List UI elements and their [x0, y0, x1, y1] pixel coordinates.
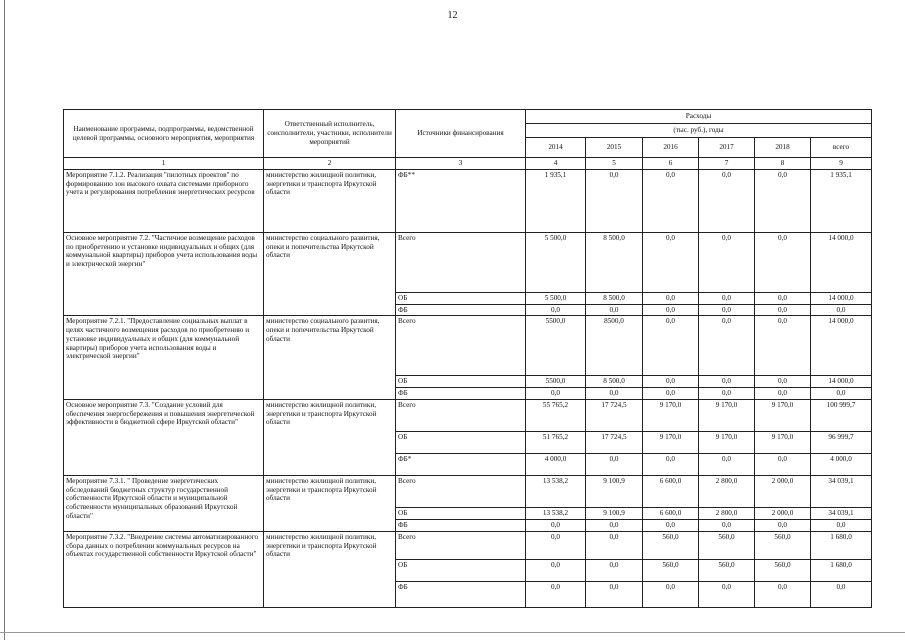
column-index: 9 — [811, 158, 872, 170]
year-value-cell: 0,0 — [699, 581, 755, 607]
year-value-cell: 5500,0 — [526, 316, 586, 376]
year-value-cell: 0,0 — [586, 559, 643, 581]
column-index: 6 — [643, 158, 699, 170]
year-value-cell: 0,0 — [755, 232, 811, 292]
year-value-cell: 0,0 — [699, 519, 755, 531]
measure-name-cell: Мероприятие 7.1.2. Реализация "пилотных проектов" по формированию зон высокого охвата системами приборного учета и регулирования потребления энергетических ресурсов — [64, 169, 264, 232]
year-value-cell: 0,0 — [755, 453, 811, 475]
header-unit-cell: (тыс. руб.), годы — [526, 124, 872, 138]
table-row — [64, 531, 872, 559]
funding-source-cell: ОБ — [396, 559, 526, 581]
year-value-cell: 0,0 — [643, 388, 699, 400]
total-value-cell: 100 999,7 — [811, 399, 872, 431]
left-scan-edge — [4, 0, 5, 640]
year-value-cell: 9 170,0 — [643, 431, 699, 453]
year-value-cell: 0,0 — [526, 581, 586, 607]
column-index: 3 — [396, 158, 526, 170]
year-value-cell: 0,0 — [586, 169, 643, 232]
year-value-cell: 0,0 — [586, 581, 643, 607]
funding-source-cell: ОБ — [396, 431, 526, 453]
year-value-cell: 2 000,0 — [755, 475, 811, 507]
year-value-cell: 0,0 — [699, 292, 755, 304]
year-value-cell: 0,0 — [526, 531, 586, 559]
funding-source-cell: Всего — [396, 232, 526, 292]
column-index: 5 — [586, 158, 643, 170]
year-value-cell: 51 765,2 — [526, 431, 586, 453]
year-value-cell: 560,0 — [699, 559, 755, 581]
measure-name-cell: Основное мероприятие 7.2. "Частичное возмещение расходов по приобретению и установке индивидуальных и общих (для коммунальной квартиры) приборов учета использования воды и электрической энергии" — [64, 232, 264, 316]
total-value-cell: 14 000,0 — [811, 232, 872, 292]
year-value-cell: 0,0 — [643, 376, 699, 388]
executor-cell: министерство жилищной политики, энергетики и транспорта Иркутской области — [264, 399, 396, 475]
year-value-cell: 9 170,0 — [699, 431, 755, 453]
year-value-cell: 5 500,0 — [526, 232, 586, 292]
year-value-cell: 6 600,0 — [643, 475, 699, 507]
column-index: 4 — [526, 158, 586, 170]
total-value-cell: 0,0 — [811, 581, 872, 607]
table-row — [64, 316, 872, 376]
funding-source-cell: ФБ — [396, 519, 526, 531]
executor-cell: министерство жилищной политики, энергетики и транспорта Иркутской области — [264, 531, 396, 607]
year-value-cell: 0,0 — [699, 453, 755, 475]
year-value-cell: 0,0 — [755, 376, 811, 388]
year-value-cell: 0,0 — [526, 519, 586, 531]
year-value-cell: 0,0 — [526, 559, 586, 581]
year-value-cell: 8 500,0 — [586, 376, 643, 388]
table-row — [64, 232, 872, 292]
bottom-scan-edge — [0, 632, 905, 633]
year-value-cell: 9 170,0 — [755, 399, 811, 431]
expenses-table — [63, 109, 872, 608]
year-value-cell: 17 724,5 — [586, 399, 643, 431]
year-value-cell: 0,0 — [699, 316, 755, 376]
total-value-cell: 1 935,1 — [811, 169, 872, 232]
executor-cell: министерство социального развития, опеки и попечительства Иркутской области — [264, 232, 396, 316]
year-value-cell: 0,0 — [643, 304, 699, 316]
year-value-cell: 0,0 — [526, 388, 586, 400]
total-value-cell: 34 039,1 — [811, 475, 872, 507]
total-value-cell: 0,0 — [811, 304, 872, 316]
column-index: 8 — [755, 158, 811, 170]
year-value-cell: 0,0 — [699, 169, 755, 232]
year-value-cell: 560,0 — [643, 559, 699, 581]
column-index: 2 — [264, 158, 396, 170]
year-value-cell: 0,0 — [526, 304, 586, 316]
year-value-cell: 0,0 — [699, 304, 755, 316]
year-value-cell: 0,0 — [699, 388, 755, 400]
total-value-cell: 0,0 — [811, 519, 872, 531]
year-value-cell: 0,0 — [755, 292, 811, 304]
header-year-cell: 2016 — [643, 138, 699, 158]
header-executor-cell: Ответственный исполнитель, соисполнители, участники, исполнители мероприятий — [264, 110, 396, 158]
year-value-cell: 0,0 — [643, 232, 699, 292]
funding-source-cell: ФБ** — [396, 169, 526, 232]
measure-name-cell: Мероприятие 7.3.1. " Проведение энергетических обследований бюджетных структур государственной собственности Иркутской области и муниципальной собственности муниципальных образований Иркутской области" — [64, 475, 264, 531]
table-row — [64, 475, 872, 507]
year-value-cell: 0,0 — [643, 453, 699, 475]
year-value-cell: 8500,0 — [586, 316, 643, 376]
total-value-cell: 1 680,0 — [811, 531, 872, 559]
total-value-cell: 96 999,7 — [811, 431, 872, 453]
header-year-cell: 2014 — [526, 138, 586, 158]
year-value-cell: 2 800,0 — [699, 475, 755, 507]
funding-source-cell: ФБ — [396, 581, 526, 607]
year-value-cell: 9 170,0 — [643, 399, 699, 431]
year-value-cell: 9 100,9 — [586, 475, 643, 507]
year-value-cell: 0,0 — [643, 292, 699, 304]
column-index: 7 — [699, 158, 755, 170]
funding-source-cell: Всего — [396, 399, 526, 431]
total-value-cell: 34 039,1 — [811, 507, 872, 519]
measure-name-cell: Мероприятие 7.2.1. "Предоставление социальных выплат в целях частичного возмещения расходов по приобретению и установке индивидуальных и общих (для коммунальной квартиры) приборов учета использования воды и электрической энергии" — [64, 316, 264, 400]
year-value-cell: 0,0 — [755, 316, 811, 376]
year-value-cell: 8 500,0 — [586, 292, 643, 304]
total-value-cell: 14 000,0 — [811, 376, 872, 388]
header-total-cell: всего — [811, 138, 872, 158]
funding-source-cell: ОБ — [396, 507, 526, 519]
funding-source-cell: ФБ — [396, 388, 526, 400]
year-value-cell: 0,0 — [586, 531, 643, 559]
total-value-cell: 0,0 — [811, 388, 872, 400]
year-value-cell: 0,0 — [755, 388, 811, 400]
measure-name-cell: Основное мероприятие 7.3. "Создание условий для обеспечения энергосбережения и повышения энергетической эффективности в бюджетной сфере Иркутской области" — [64, 399, 264, 475]
funding-source-cell: Всего — [396, 531, 526, 559]
table-header — [64, 110, 872, 170]
executor-cell: министерство социального развития, опеки и попечительства Иркутской области — [264, 316, 396, 400]
header-year-cell: 2018 — [755, 138, 811, 158]
executor-cell: министерство жилищной политики, энергетики и транспорта Иркутской области — [264, 475, 396, 531]
funding-source-cell: Всего — [396, 316, 526, 376]
year-value-cell: 5 500,0 — [526, 292, 586, 304]
year-value-cell: 0,0 — [643, 316, 699, 376]
year-value-cell: 2 000,0 — [755, 507, 811, 519]
funding-source-cell: ФБ — [396, 304, 526, 316]
year-value-cell: 0,0 — [755, 304, 811, 316]
year-value-cell: 560,0 — [755, 559, 811, 581]
year-value-cell: 0,0 — [586, 388, 643, 400]
column-index-row — [64, 158, 872, 170]
header-year-cell: 2015 — [586, 138, 643, 158]
table-row — [64, 169, 872, 232]
page-number: 12 — [447, 10, 458, 21]
year-value-cell: 6 600,0 — [643, 507, 699, 519]
year-value-cell: 1 935,1 — [526, 169, 586, 232]
year-value-cell: 8 500,0 — [586, 232, 643, 292]
total-value-cell: 14 000,0 — [811, 292, 872, 304]
table-body — [64, 169, 872, 607]
year-value-cell: 0,0 — [643, 519, 699, 531]
funding-source-cell: ОБ — [396, 376, 526, 388]
year-value-cell: 5500,0 — [526, 376, 586, 388]
year-value-cell: 0,0 — [586, 519, 643, 531]
funding-source-cell: ФБ* — [396, 453, 526, 475]
year-value-cell: 560,0 — [699, 531, 755, 559]
column-index: 1 — [64, 158, 264, 170]
year-value-cell: 17 724,5 — [586, 431, 643, 453]
executor-cell: министерство жилищной политики, энергетики и транспорта Иркутской области — [264, 169, 396, 232]
year-value-cell: 9 170,0 — [755, 431, 811, 453]
funding-source-cell: Всего — [396, 475, 526, 507]
year-value-cell: 0,0 — [755, 169, 811, 232]
year-value-cell: 9 170,0 — [699, 399, 755, 431]
year-value-cell: 0,0 — [586, 304, 643, 316]
table-row — [64, 399, 872, 431]
header-year-cell: 2017 — [699, 138, 755, 158]
measure-name-cell: Мероприятие 7.3.2. "Внедрение системы автоматизированного сбора данных о потреблении коммунальных ресурсов на объектах государственной собственности Иркутской области" — [64, 531, 264, 607]
header-source-cell: Источники финансирования — [396, 110, 526, 158]
header-name-cell: Наименование программы, подпрограммы, ведомственной целевой программы, основного мероприятия, мероприятия — [64, 110, 264, 158]
year-value-cell: 9 100,9 — [586, 507, 643, 519]
year-value-cell: 13 538,2 — [526, 507, 586, 519]
year-value-cell: 0,0 — [699, 232, 755, 292]
year-value-cell: 560,0 — [643, 531, 699, 559]
year-value-cell: 0,0 — [755, 519, 811, 531]
funding-source-cell: ОБ — [396, 292, 526, 304]
year-value-cell: 0,0 — [643, 169, 699, 232]
total-value-cell: 14 000,0 — [811, 316, 872, 376]
year-value-cell: 13 538,2 — [526, 475, 586, 507]
total-value-cell: 4 000,0 — [811, 453, 872, 475]
year-value-cell: 0,0 — [699, 376, 755, 388]
year-value-cell: 0,0 — [643, 581, 699, 607]
year-value-cell: 0,0 — [586, 453, 643, 475]
year-value-cell: 55 765,2 — [526, 399, 586, 431]
year-value-cell: 560,0 — [755, 531, 811, 559]
year-value-cell: 4 000,0 — [526, 453, 586, 475]
total-value-cell: 1 680,0 — [811, 559, 872, 581]
year-value-cell: 2 800,0 — [699, 507, 755, 519]
year-value-cell: 0,0 — [755, 581, 811, 607]
header-expenses-cell: Расходы — [526, 110, 872, 124]
